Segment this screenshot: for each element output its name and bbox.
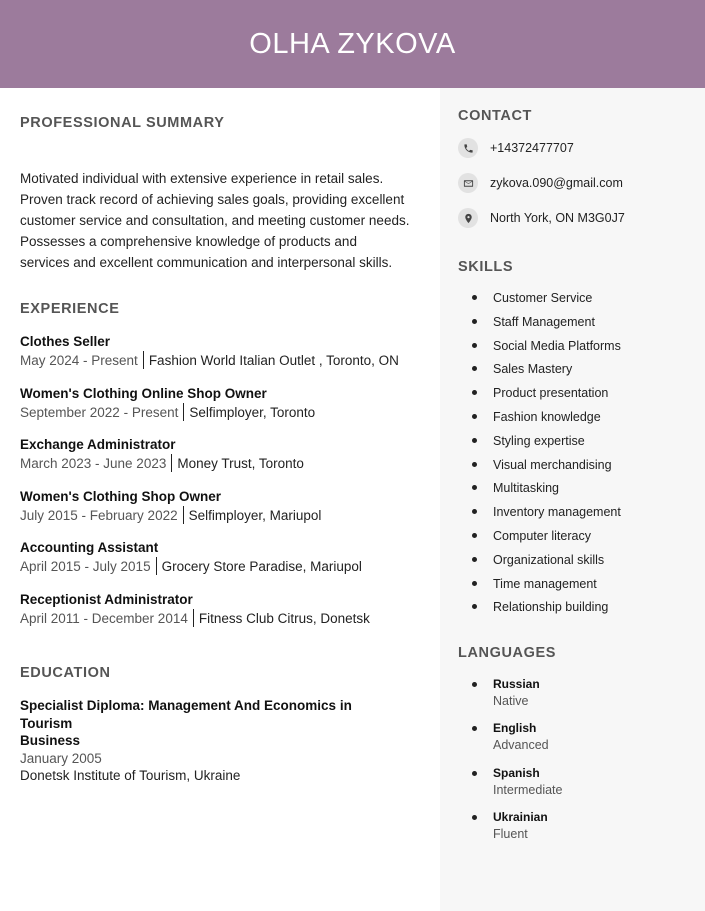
education-degree-line2: Business <box>20 733 81 748</box>
experience-heading: EXPERIENCE <box>20 301 120 317</box>
phone-number: +14372477707 <box>490 141 574 155</box>
email-icon <box>458 173 478 193</box>
language-item <box>472 720 682 764</box>
experience-dates: July 2015 - February 2022 <box>20 507 178 523</box>
language-name: English <box>493 721 537 736</box>
experience-meta <box>20 351 420 370</box>
experience-place: Grocery Store Paradise, Mariupol <box>161 559 362 574</box>
divider <box>183 506 184 524</box>
divider <box>183 403 184 421</box>
skill-item: Relationship building <box>472 597 682 621</box>
experience-dates: May 2024 - Present <box>20 353 138 368</box>
skill-item: Computer literacy <box>472 526 682 550</box>
education-heading: EDUCATION <box>20 665 111 681</box>
divider <box>143 351 144 369</box>
experience-meta <box>20 403 420 422</box>
skill-item: Multitasking <box>472 478 682 502</box>
skill-item: Social Media Platforms <box>472 336 682 360</box>
education-school: Donetsk Institute of Tourism, Ukraine <box>20 768 241 783</box>
language-name: Russian <box>493 677 540 691</box>
language-level: Native <box>493 694 529 708</box>
experience-dates: March 2023 - June 2023 <box>20 456 167 471</box>
skill-item: Visual merchandising <box>472 455 682 479</box>
skill-item: Styling expertise <box>472 431 682 455</box>
sidebar <box>440 88 705 911</box>
skill-item: Sales Mastery <box>472 359 682 383</box>
divider <box>171 454 172 472</box>
skill-item: Staff Management <box>472 312 682 336</box>
candidate-name: OLHA ZYKOVA <box>249 27 456 60</box>
languages-list <box>472 676 682 853</box>
experience-dates: April 2015 - July 2015 <box>20 559 151 574</box>
experience-place: Selfimployer, Mariupol <box>188 507 322 523</box>
experience-role: Women's Clothing Shop Owner <box>20 488 221 504</box>
experience-item <box>20 436 420 488</box>
header-banner <box>0 0 705 88</box>
experience-item <box>20 539 420 591</box>
contact-phone <box>458 138 574 158</box>
phone-icon <box>458 138 478 158</box>
summary-heading: PROFESSIONAL SUMMARY <box>20 115 225 131</box>
education-date: January 2005 <box>20 750 102 766</box>
experience-role: Accounting Assistant <box>20 540 159 555</box>
language-name: Ukrainian <box>493 809 548 824</box>
experience-dates: September 2022 - Present <box>20 404 179 420</box>
experience-role: Receptionist Administrator <box>20 591 193 607</box>
experience-dates: April 2011 - December 2014 <box>20 610 188 626</box>
skill-item: Customer Service <box>472 288 682 312</box>
experience-place: Selfimployer, Toronto <box>189 404 316 420</box>
experience-role: Clothes Seller <box>20 334 111 349</box>
divider <box>193 609 194 627</box>
skill-item: Product presentation <box>472 383 682 407</box>
skill-item: Inventory management <box>472 502 682 526</box>
skills-list <box>472 288 682 621</box>
skill-item: Fashion knowledge <box>472 407 682 431</box>
experience-item <box>20 591 420 643</box>
experience-item <box>20 333 420 385</box>
address-text: North York, ON M3G0J7 <box>490 211 625 225</box>
language-level: Intermediate <box>493 782 563 797</box>
experience-role: Women's Clothing Online Shop Owner <box>20 385 267 401</box>
language-level: Fluent <box>493 826 528 841</box>
skill-item: Time management <box>472 574 682 598</box>
experience-role: Exchange Administrator <box>20 437 176 452</box>
experience-place: Fashion World Italian Outlet , Toronto, ON <box>148 353 399 368</box>
languages-heading: LANGUAGES <box>458 645 557 661</box>
language-level: Advanced <box>493 738 549 753</box>
email-address: zykova.090@gmail.com <box>490 176 623 190</box>
experience-meta <box>20 609 420 628</box>
skills-heading: SKILLS <box>458 259 514 275</box>
language-name: Spanish <box>493 765 540 780</box>
experience-place: Money Trust, Toronto <box>177 456 304 471</box>
language-item <box>472 676 682 720</box>
education-degree <box>20 697 400 750</box>
language-item <box>472 765 682 809</box>
contact-address <box>458 208 625 228</box>
education-entry <box>20 697 400 785</box>
language-item <box>472 809 682 853</box>
experience-meta <box>20 506 420 525</box>
experience-place: Fitness Club Citrus, Donetsk <box>198 610 370 626</box>
location-icon <box>458 208 478 228</box>
experience-item <box>20 488 420 540</box>
divider <box>156 557 157 575</box>
experience-item <box>20 385 420 437</box>
skill-item: Organizational skills <box>472 550 682 574</box>
experience-meta <box>20 454 420 473</box>
contact-heading: CONTACT <box>458 108 533 124</box>
experience-list <box>20 333 420 642</box>
summary-text: Motivated individual with extensive experience in retail sales. Proven track record of achieving sales goals, providing excellent customer service and consultation, and meeting customer needs. Possesses a comprehensive knowledge of products and services and excellent communication and interpersonal skills. <box>20 171 410 270</box>
experience-meta <box>20 557 420 576</box>
contact-email <box>458 173 623 193</box>
education-degree-line1: Specialist Diploma: Management And Economics in Tourism <box>20 698 352 731</box>
